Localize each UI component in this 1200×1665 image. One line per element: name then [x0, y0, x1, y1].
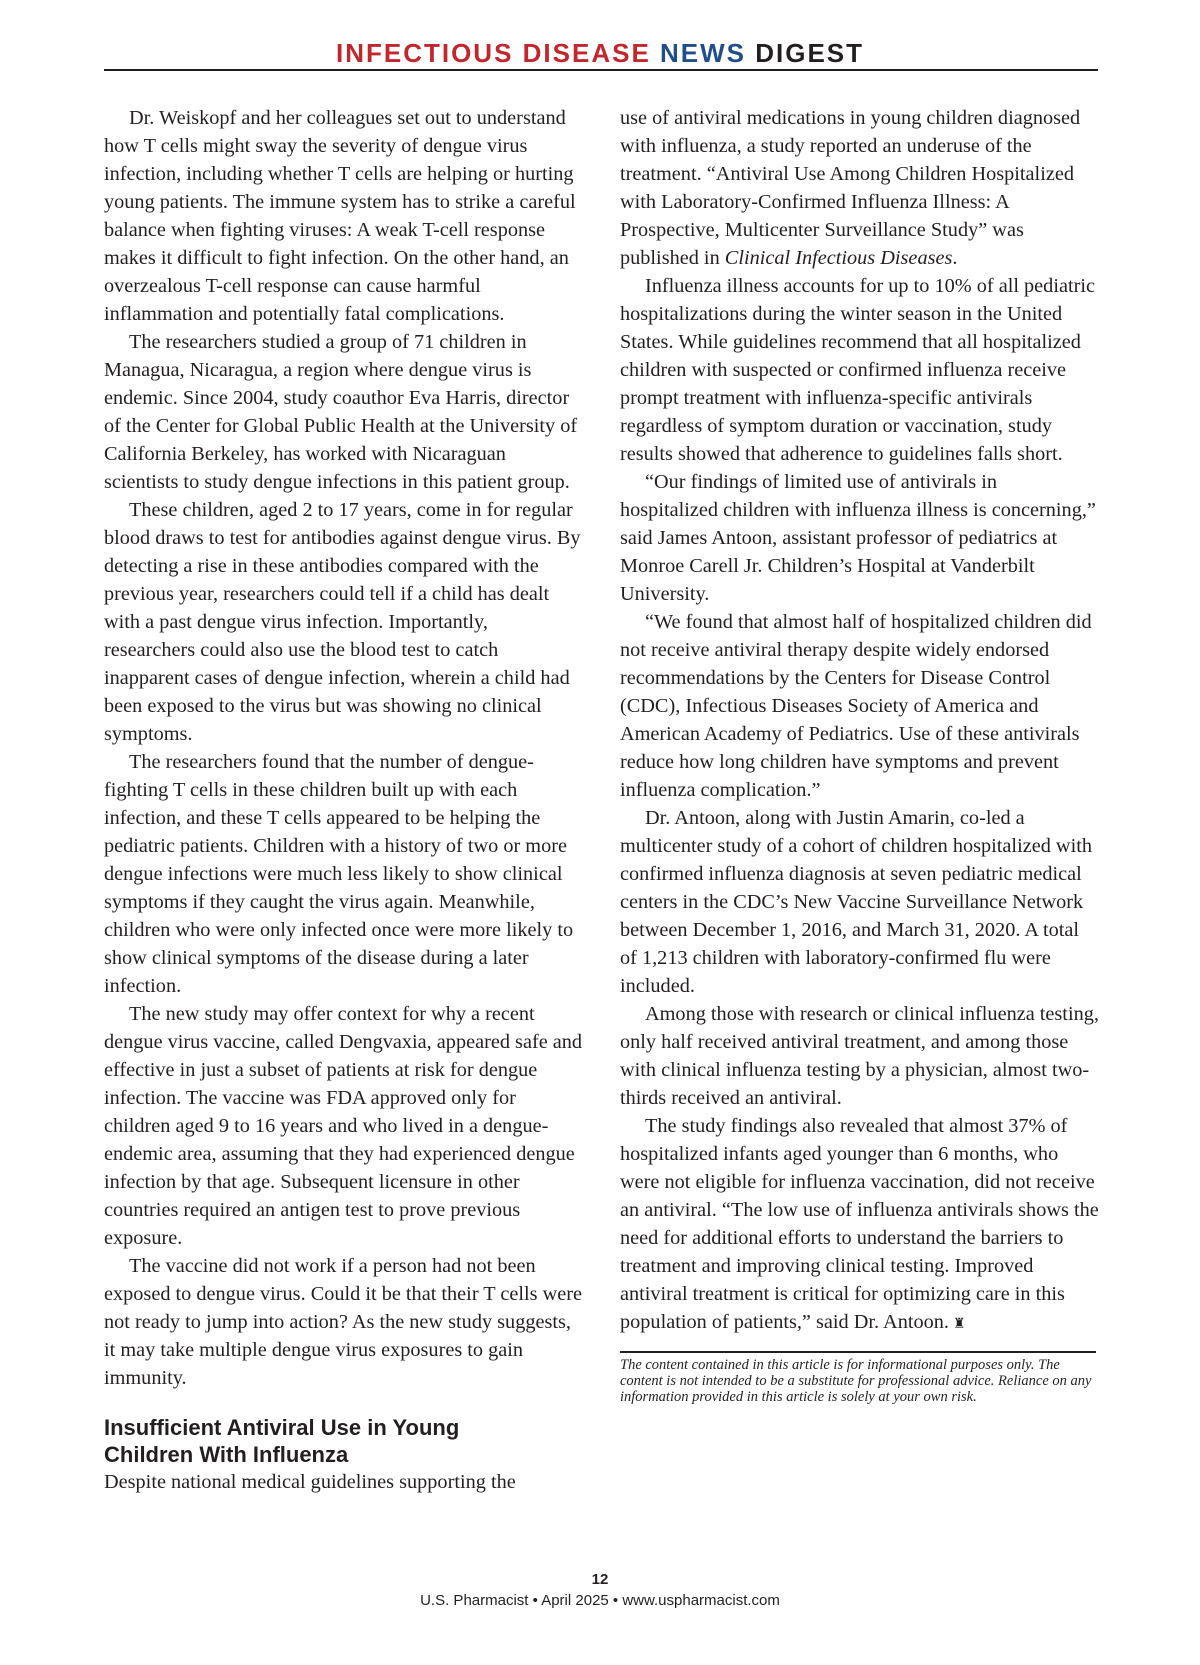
left-column [104, 104, 584, 1496]
paragraph: Dr. Antoon, along with Justin Amarin, co-led a multicenter study of a cohort of children hospitalized with confirmed influenza diagnosis at seven pediatric medical centers in the CDC’s New Vaccine Surveillance Network between December 1, 2016, and March 31, 2020. A total of 1,213 children with laboratory-confirmed flu were included. [620, 807, 1092, 997]
paragraph-text: use of antiviral medications in young children diagnosed with influenza, a study reported an underuse of the treatment. “Antiviral Use Among Children Hospitalized with Laboratory-Confirmed Influenza Illness: A Prospective, Multicenter Surveillance Study” was published in [620, 107, 1081, 269]
paragraph: “We found that almost half of hospitalized children did not receive antiviral therapy despite widely endorsed recommendations by the Centers for Disease Control (CDC), Infectious Diseases Society of America and American Academy of Pediatrics. Use of these antivirals reduce how long children have symptoms and prevent influenza complication.” [620, 611, 1092, 801]
paragraph-text: . [952, 247, 958, 269]
paragraph: Despite national medical guidelines supporting the [104, 1471, 516, 1493]
paragraph: The researchers studied a group of 71 children in Managua, Nicaragua, a region where dengue virus is endemic. Since 2004, study coauthor Eva Harris, director of the Center for Global Public Health at the University of California Berkeley, has worked with Nicaraguan scientists to study dengue infections in this patient group. [104, 331, 578, 493]
paragraph [620, 1112, 1100, 1339]
paragraph: Dr. Weiskopf and her colleagues set out to understand how T cells might sway the severity of dengue virus infection, including whether T cells are helping or hurting young patients. The immune system has to strike a careful balance when fighting viruses: A weak T-cell response makes it difficult to fight infection. On the other hand, an overzealous T-cell response can cause harmful inflammation and potentially fatal complications. [104, 107, 576, 325]
paragraph: These children, aged 2 to 17 years, come in for regular blood draws to test for antibodies against dengue virus. By detecting a rise in these antibodies compared with the previous year, researchers could tell if a child has dealt with a past dengue virus infection. Importantly, researchers could also use the blood test to catch inapparent cases of dengue infection, wherein a child had been exposed to the virus but was showing no clinical symptoms. [104, 499, 581, 745]
page-number: 12 [591, 1571, 609, 1588]
paragraph [620, 104, 1100, 272]
subhead-line: Insufficient Antiviral Use in Young [104, 1415, 460, 1440]
paragraph: The new study may offer context for why a recent dengue virus vaccine, called Dengvaxia, appeared safe and effective in just a subset of patients at risk for dengue infection. The vaccine was FDA approved only for children aged 9 to 16 years and who lived in a dengue-endemic area, assuming that they had experienced dengue infection by that age. Subsequent licensure in other countries required an antigen test to prove previous exposure. [104, 1003, 583, 1249]
disclaimer: The content contained in this article is for informational purposes only. The content is not intended to be a substitute for professional advice. Reliance on any information provided in this article is solely at your own risk. [620, 1356, 1092, 1405]
publication-footer: U.S. Pharmacist • April 2025 • www.uspharmacist.com [420, 1592, 780, 1609]
header-infectious-disease: INFECTIOUS DISEASE [335, 38, 661, 68]
paragraph: The researchers found that the number of dengue-fighting T cells in these children built up with each infection, and these T cells appeared to be helping the pediatric patients. Children with a history of two or more dengue infections were much less likely to show clinical symptoms if they caught the virus again. Meanwhile, children who were only infected once were more likely to show clinical symptoms of the disease during a later infection. [104, 751, 574, 997]
end-of-article-icon: ♜ [952, 1317, 966, 1332]
paragraph: Influenza illness accounts for up to 10% of all pediatric hospitalizations during the winter season in the United States. While guidelines recommend that all hospitalized children with suspected or confirmed influenza receive prompt treatment with influenza-specific antivirals regardless of symptom duration or vaccination, study results showed that adherence to guidelines falls short. [620, 275, 1095, 465]
subhead-line: Children With Influenza [104, 1442, 349, 1467]
right-column [620, 104, 1100, 1405]
header-rule [104, 69, 1098, 71]
disclaimer-rule [620, 1351, 1096, 1353]
section-header [0, 40, 1200, 66]
journal-title: Clinical Infectious Diseases [724, 247, 953, 269]
header-news: NEWS [660, 38, 747, 68]
header-digest: DIGEST [746, 38, 865, 68]
paragraph: “Our findings of limited use of antivirals in hospitalized children with influenza illness is concerning,” said James Antoon, assistant professor of pediatrics at Monroe Carell Jr. Children’s Hospital at Vanderbilt University. [620, 471, 1096, 605]
paragraph: Among those with research or clinical influenza testing, only half received antiviral treatment, and among those with clinical influenza testing by a physician, almost two-thirds received an antiviral. [620, 1003, 1099, 1109]
article-subhead [104, 1414, 584, 1468]
paragraph-text: The study findings also revealed that almost 37% of hospitalized infants aged younger than 6 months, who were not eligible for influenza vaccination, did not receive an antiviral. “The low use of influenza antivirals shows the need for additional efforts to understand the barriers to treatment and improving clinical testing. Improved antiviral treatment is critical for optimizing care in this population of patients,” said Dr. Antoon. [620, 1115, 1099, 1333]
paragraph: The vaccine did not work if a person had not been exposed to dengue virus. Could it be that their T cells were not ready to jump into action? As the new study suggests, it may take multiple dengue virus exposures to gain immunity. [104, 1255, 583, 1389]
